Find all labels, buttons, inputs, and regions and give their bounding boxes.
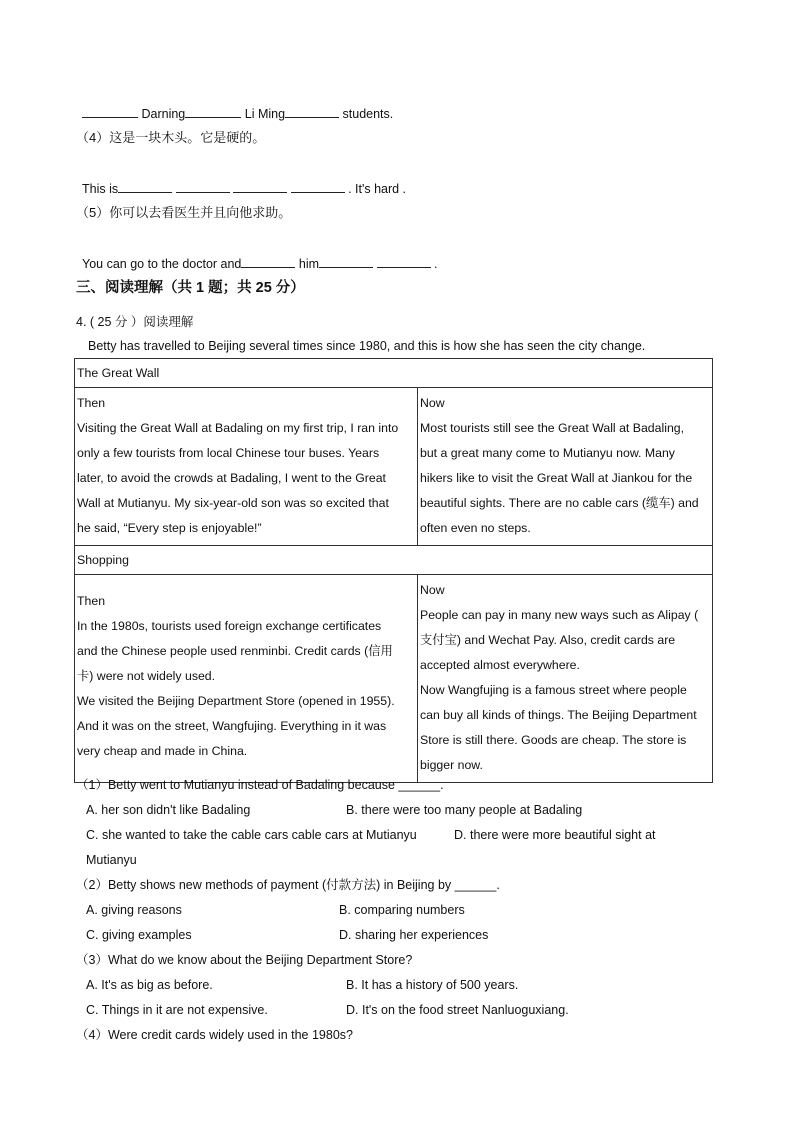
cell-label: Now <box>420 583 445 597</box>
q2-option-c[interactable]: C. giving examples <box>86 928 192 942</box>
cell-text-line: And it was on the street, Wangfujing. Everything in it was <box>77 719 387 733</box>
fill-prefix: You can go to the doctor and <box>82 257 242 271</box>
fill-end: . <box>434 257 438 271</box>
q1-option-a[interactable]: A. her son didn't like Badaling <box>86 803 251 817</box>
q2-stem: （2）Betty shows new methods of payment (付款方法) in Beijing by ______. <box>76 878 500 892</box>
answer-blank[interactable] <box>319 256 373 268</box>
fill-q5-line <box>82 256 437 272</box>
q3-option-d[interactable]: D. It's on the food street Nanluoguxiang. <box>346 1003 569 1017</box>
cell-text-line: 支付宝) and Wechat Pay. Also, credit cards are <box>420 633 676 647</box>
cell-text-line: 卡) were not widely used. <box>77 669 216 683</box>
question-header: 4. ( 25 分 ）阅读理解 <box>76 315 194 329</box>
answer-blank[interactable] <box>291 181 345 193</box>
answer-blank[interactable] <box>185 106 241 118</box>
answer-blank[interactable] <box>285 106 339 118</box>
fill-q4-line <box>82 181 406 197</box>
q1-option-d[interactable]: D. there were more beautiful sight at <box>454 828 656 842</box>
answer-blank[interactable] <box>118 181 172 193</box>
table-heading-shopping: Shopping <box>75 546 713 575</box>
fill-word: Darning <box>141 107 186 121</box>
fill-line-1 <box>82 106 393 122</box>
cell-text-line: can buy all kinds of things. The Beijing Department <box>420 708 697 722</box>
fill-word: students <box>342 107 390 121</box>
q2-option-b[interactable]: B. comparing numbers <box>339 903 465 917</box>
q1-option-c[interactable]: C. she wanted to take the cable cars cable cars at Mutianyu <box>86 828 417 842</box>
q4-stem: （4）Were credit cards widely used in the 1980s? <box>76 1028 353 1042</box>
fill-word: Li Ming <box>244 107 286 121</box>
cell-text-line: but a great many come to Mutianyu now. Many <box>420 446 675 460</box>
cell-text-line: very cheap and made in China. <box>77 744 248 758</box>
q2-option-a[interactable]: A. giving reasons <box>86 903 182 917</box>
cell-text-line: Wall at Mutianyu. My six-year-old son was so excited that <box>77 496 389 510</box>
fill-q5-label: （5）你可以去看医生并且向他求助。 <box>76 205 292 220</box>
answer-blank[interactable] <box>377 256 431 268</box>
cell-text-line: We visited the Beijing Department Store (opened in 1955). <box>77 694 395 708</box>
table-heading-great-wall: The Great Wall <box>75 359 713 388</box>
q3-option-c[interactable]: C. Things in it are not expensive. <box>86 1003 268 1017</box>
fill-word: him <box>298 257 320 271</box>
cell-text-line: hikers like to visit the Great Wall at Jiankou for the <box>420 471 693 485</box>
fill-end: . It's hard . <box>348 182 407 196</box>
answer-blank[interactable] <box>233 181 287 193</box>
cell-text-line: accepted almost everywhere. <box>420 658 580 672</box>
q1-stem: （1）Betty went to Mutianyu instead of Badaling because ______. <box>76 778 444 792</box>
q3-option-b[interactable]: B. It has a history of 500 years. <box>346 978 519 992</box>
cell-text-line: later, to avoid the crowds at Badaling, I went to the Great <box>77 471 386 485</box>
fill-prefix: This is <box>82 182 119 196</box>
cell-label: Then <box>77 396 106 410</box>
cell-label: Then <box>77 594 106 608</box>
great-wall-now-cell <box>418 388 713 546</box>
q1-option-d-cont: Mutianyu <box>86 853 137 867</box>
cell-text-line: In the 1980s, tourists used foreign exchange certificates <box>77 619 382 633</box>
comparison-table <box>74 358 713 783</box>
q2-option-d[interactable]: D. sharing her experiences <box>339 928 489 942</box>
cell-text-line: he said, “Every step is enjoyable!” <box>77 521 262 535</box>
answer-blank[interactable] <box>82 106 138 118</box>
cell-text-line: bigger now. <box>420 758 483 772</box>
fill-end: . <box>389 107 394 121</box>
q1-option-b[interactable]: B. there were too many people at Badaling <box>346 803 583 817</box>
fill-q4-label: （4）这是一块木头。它是硬的。 <box>76 130 266 145</box>
cell-text-line: only a few tourists from local Chinese tour buses. Years <box>77 446 380 460</box>
shopping-then-cell <box>75 575 418 783</box>
cell-text-line: People can pay in many new ways such as Alipay ( <box>420 608 699 622</box>
question-intro: Betty has travelled to Beijing several times since 1980, and this is how she has seen the city change. <box>88 339 646 353</box>
cell-text-line: Most tourists still see the Great Wall at Badaling, <box>420 421 685 435</box>
cell-text-line: beautiful sights. There are no cable cars (缆车) and <box>420 496 699 510</box>
answer-blank[interactable] <box>176 181 230 193</box>
cell-text-line: Store is still there. Goods are cheap. The store is <box>420 733 687 747</box>
section-title: 三、阅读理解（共 1 题；共 25 分） <box>76 280 305 296</box>
cell-text-line: often even no steps. <box>420 521 531 535</box>
cell-text-line: Visiting the Great Wall at Badaling on my first trip, I ran into <box>77 421 399 435</box>
answer-blank[interactable] <box>241 256 295 268</box>
shopping-now-cell <box>418 575 713 783</box>
cell-text-line: and the Chinese people used renminbi. Credit cards (信用 <box>77 644 393 658</box>
cell-label: Now <box>420 396 445 410</box>
great-wall-then-cell <box>75 388 418 546</box>
q3-option-a[interactable]: A. It's as big as before. <box>86 978 213 992</box>
cell-text-line: Now Wangfujing is a famous street where people <box>420 683 687 697</box>
q3-stem: （3）What do we know about the Beijing Department Store? <box>76 953 413 967</box>
